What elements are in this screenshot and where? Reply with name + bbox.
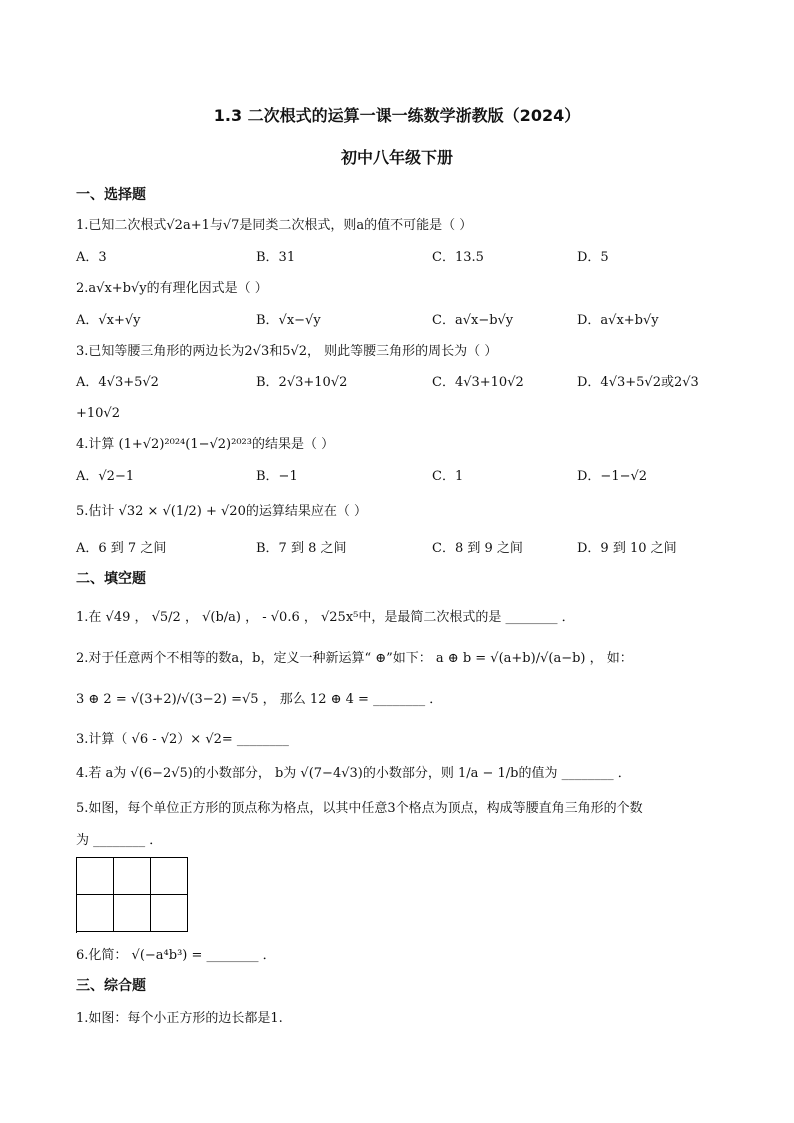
option-a: A．6 到 7 之间 [76,541,167,556]
option-b: B．2√3+10√2 [256,375,348,390]
comprehensive-question: 1.如图：每个小正方形的边长都是1. [76,1011,283,1026]
option-a: A．3 [76,250,107,265]
option-d: D．a√x+b√y [577,313,659,328]
grid-cell [77,895,114,932]
option-c: C．1 [432,469,464,484]
grid-cell [151,895,188,932]
fill-question: 3.计算（ √6 - √2）× √2= ________ [76,732,289,747]
question-stem: 1.已知二次根式√2a+1与√7是同类二次根式，则a的值不可能是（ ） [76,218,473,233]
option-a: A．√x+√y [76,313,141,328]
fill-question: 4.若 a为 √(6−2√5)的小数部分， b为 √(7−4√3)的小数部分，则 1/a − 1/b的值为 ________ ． [76,766,631,781]
fill-question-continued: 为 ________ ． [76,833,163,848]
option-b: B．7 到 8 之间 [256,541,347,556]
section-heading-fill: 二、填空题 [76,571,146,587]
page-title: 1.3 二次根式的运算一课一练数学浙教版（2024） [213,106,581,125]
option-d: D．9 到 10 之间 [577,541,677,556]
grid-cell [114,858,151,895]
grid-cell [77,858,114,895]
option-a: A．4√3+5√2 [76,375,159,390]
question-stem: 2.a√x+b√y的有理化因式是（ ） [76,281,268,296]
option-c: C．8 到 9 之间 [432,541,523,556]
option-a: A．√2−1 [76,469,135,484]
question-stem: 3.已知等腰三角形的两边长为2√3和5√2， 则此等腰三角形的周长为（ ） [76,344,498,359]
grid-cell [114,895,151,932]
fill-question-continued: 3 ⊕ 2 = √(3+2)/√(3−2) =√5 ， 那么 12 ⊕ 4 = ________ ． [76,692,443,707]
option-d: D．5 [577,250,609,265]
option-b: B．31 [256,250,296,265]
option-d-continued: +10√2 [76,406,120,421]
section-heading-comprehensive: 三、综合题 [76,978,146,994]
fill-question: 2.对于任意两个不相等的数a，b，定义一种新运算“ ⊕”如下： a ⊕ b = √(a+b)/√(a−b) ， 如： [76,651,633,666]
grid-figure [76,857,188,933]
fill-question: 5.如图，每个单位正方形的顶点称为格点，以其中任意3个格点为顶点，构成等腰直角三角形的个数 [76,801,643,816]
fill-question: 1.在 √49 ， √5/2 ， √(b/a) ， - √0.6 ， √25x⁵中，是最简二次根式的是 ________ ． [76,610,575,625]
option-d: D．−1−√2 [577,469,648,484]
option-b: B．−1 [256,469,298,484]
page-subtitle: 初中八年级下册 [340,148,453,167]
option-c: C．4√3+10√2 [432,375,524,390]
option-c: C．13.5 [432,250,484,265]
question-stem: 4.计算 (1+√2)²⁰²⁴(1−√2)²⁰²³的结果是（ ） [76,437,335,452]
section-heading-choice: 一、选择题 [76,187,146,203]
option-b: B．√x−√y [256,313,321,328]
option-d: D．4√3+5√2或2√3 [577,375,699,390]
fill-question: 6.化简： √(−a⁴b³) = ________ ． [76,948,276,963]
grid-cell [151,858,188,895]
option-c: C．a√x−b√y [432,313,514,328]
question-stem: 5.估计 √32 × √(1/2) + √20的运算结果应在（ ） [76,504,367,519]
